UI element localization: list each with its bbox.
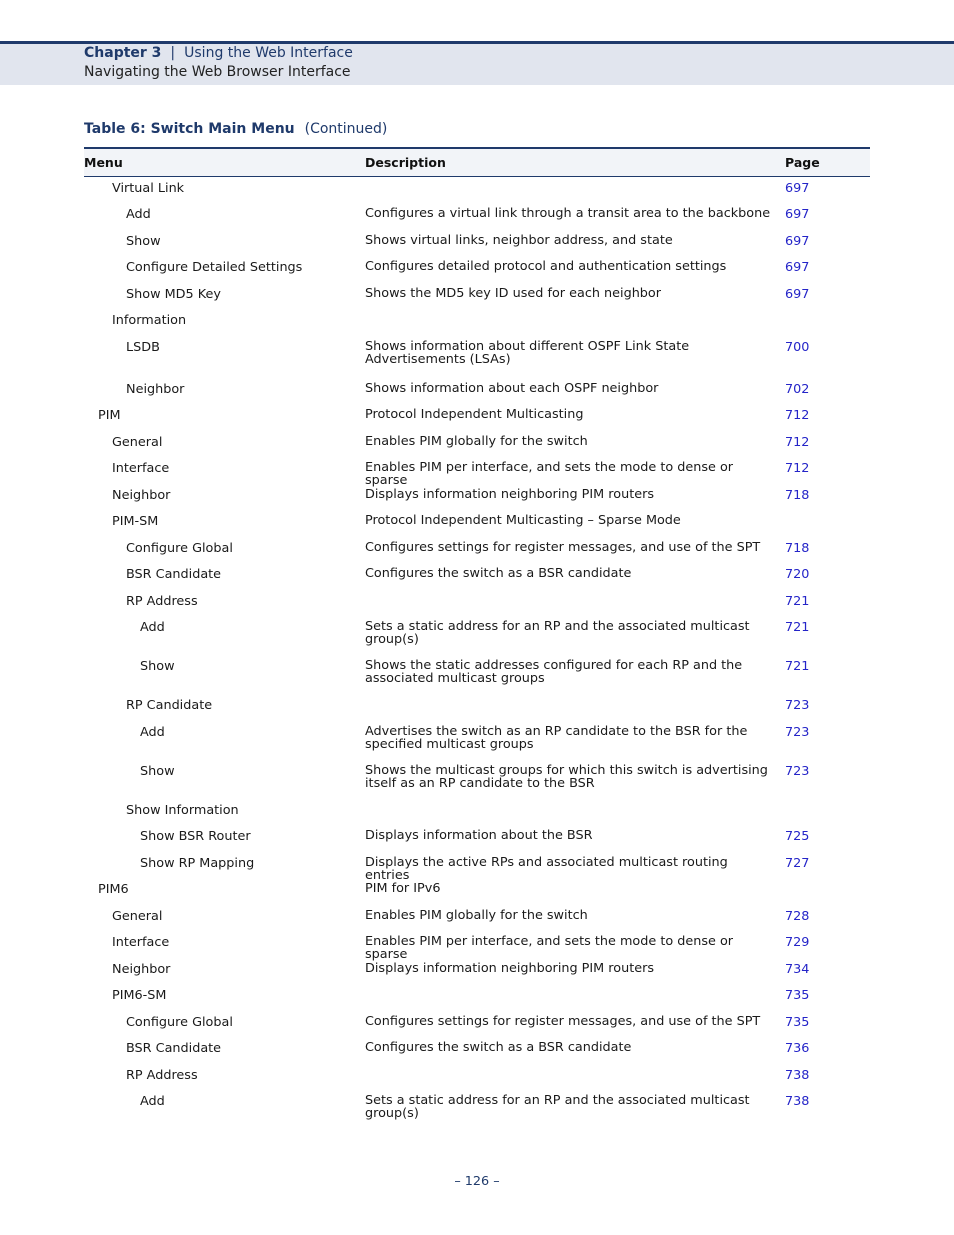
menu-cell: Show BSR Router: [140, 829, 251, 844]
page-link[interactable]: 712: [785, 408, 810, 423]
page-link[interactable]: 727: [785, 856, 810, 871]
chapter-separator: |: [170, 45, 176, 61]
menu-cell: General: [112, 909, 163, 924]
menu-cell: Add: [140, 1094, 165, 1109]
menu-cell: Configure Detailed Settings: [126, 260, 303, 275]
page-link[interactable]: 697: [785, 207, 810, 222]
menu-cell: Add: [140, 725, 165, 740]
page-link[interactable]: 723: [785, 764, 810, 779]
page-link[interactable]: 723: [785, 725, 810, 740]
page-link[interactable]: 729: [785, 935, 810, 950]
menu-cell: RP Address: [126, 594, 198, 609]
table-caption: [84, 121, 387, 137]
menu-cell: PIM6-SM: [112, 988, 167, 1003]
description-cell: Enables PIM per interface, and sets the mode to dense or sparse: [365, 460, 734, 488]
menu-cell: Neighbor: [112, 962, 171, 977]
description-cell: Shows the static addresses configured for each RP and the associated multicast groups: [365, 658, 743, 686]
menu-cell: Interface: [112, 461, 170, 476]
page-link[interactable]: 721: [785, 594, 810, 609]
description-cell: Shows virtual links, neighbor address, and state: [365, 233, 673, 248]
page-link[interactable]: 738: [785, 1094, 810, 1109]
description-cell: Displays information neighboring PIM routers: [365, 487, 655, 502]
page-link[interactable]: 697: [785, 181, 810, 196]
table-header: [84, 147, 870, 177]
menu-cell: PIM: [98, 408, 121, 423]
description-cell: Advertises the switch as an RP candidate to the BSR for the specified multicast groups: [365, 724, 748, 752]
page-link[interactable]: 736: [785, 1041, 810, 1056]
table-title: Table 6: Switch Main Menu: [84, 121, 295, 137]
menu-cell: Neighbor: [126, 382, 185, 397]
section-title: Navigating the Web Browser Interface: [84, 64, 351, 80]
description-cell: Displays information about the BSR: [365, 828, 593, 843]
column-header-description: Description: [365, 155, 446, 170]
description-cell: Sets a static address for an RP and the associated multicast group(s): [365, 619, 750, 647]
page-link[interactable]: 735: [785, 988, 810, 1003]
description-cell: Configures settings for register messages, and use of the SPT: [365, 1014, 761, 1029]
chapter-label: Chapter 3: [84, 45, 162, 61]
menu-cell: BSR Candidate: [126, 1041, 222, 1056]
menu-cell: Show: [140, 764, 175, 779]
menu-cell: PIM-SM: [112, 514, 159, 529]
page-link[interactable]: 697: [785, 234, 810, 249]
chapter-heading: [84, 45, 353, 61]
description-cell: Enables PIM globally for the switch: [365, 434, 588, 449]
menu-cell: Show RP Mapping: [140, 856, 255, 871]
menu-cell: Configure Global: [126, 1015, 233, 1030]
page-link[interactable]: 734: [785, 962, 810, 977]
page-link[interactable]: 721: [785, 620, 810, 635]
page-link[interactable]: 697: [785, 260, 810, 275]
description-cell: Configures the switch as a BSR candidate: [365, 566, 632, 581]
column-header-page: Page: [785, 155, 820, 170]
description-cell: Shows the multicast groups for which this switch is advertising itself as an RP candidate to the BSR: [365, 763, 768, 791]
page-link[interactable]: 720: [785, 567, 810, 582]
chapter-title: Using the Web Interface: [184, 45, 353, 61]
description-cell: Shows information about each OSPF neighbor: [365, 381, 659, 396]
menu-cell: Virtual Link: [112, 181, 185, 196]
description-cell: Sets a static address for an RP and the associated multicast group(s): [365, 1093, 750, 1121]
description-cell: Shows information about different OSPF Link State Advertisements (LSAs): [365, 339, 690, 367]
description-cell: Displays the active RPs and associated multicast routing entries: [365, 855, 728, 883]
menu-cell: Configure Global: [126, 541, 233, 556]
page-link[interactable]: 721: [785, 659, 810, 674]
description-cell: Displays information neighboring PIM routers: [365, 961, 655, 976]
page-link[interactable]: 728: [785, 909, 810, 924]
menu-cell: Add: [126, 207, 151, 222]
menu-cell: Show Information: [126, 803, 239, 818]
description-cell: Protocol Independent Multicasting – Sparse Mode: [365, 513, 681, 528]
description-cell: Enables PIM globally for the switch: [365, 908, 588, 923]
page-link[interactable]: 738: [785, 1068, 810, 1083]
menu-cell: Show: [140, 659, 175, 674]
page-link[interactable]: 718: [785, 488, 810, 503]
description-cell: Shows the MD5 key ID used for each neighbor: [365, 286, 662, 301]
page-link[interactable]: 725: [785, 829, 810, 844]
menu-cell: PIM6: [98, 882, 129, 897]
description-cell: Configures the switch as a BSR candidate: [365, 1040, 632, 1055]
page-link[interactable]: 700: [785, 340, 810, 355]
page-link[interactable]: 702: [785, 382, 810, 397]
description-cell: Enables PIM per interface, and sets the mode to dense or sparse: [365, 934, 734, 962]
menu-cell: Information: [112, 313, 187, 328]
menu-cell: Interface: [112, 935, 170, 950]
menu-cell: LSDB: [126, 340, 160, 355]
page-link[interactable]: 712: [785, 461, 810, 476]
table-continued: (Continued): [304, 121, 388, 137]
page-link[interactable]: 718: [785, 541, 810, 556]
page-link[interactable]: 697: [785, 287, 810, 302]
description-cell: Configures detailed protocol and authentication settings: [365, 259, 727, 274]
menu-cell: BSR Candidate: [126, 567, 222, 582]
description-cell: PIM for IPv6: [365, 881, 441, 896]
menu-cell: Add: [140, 620, 165, 635]
description-cell: Configures a virtual link through a transit area to the backbone: [365, 206, 771, 221]
menu-cell: Neighbor: [112, 488, 171, 503]
menu-cell: RP Address: [126, 1068, 198, 1083]
column-header-menu: Menu: [84, 155, 123, 170]
page-link[interactable]: 712: [785, 435, 810, 450]
page-link[interactable]: 723: [785, 698, 810, 713]
menu-cell: Show: [126, 234, 161, 249]
description-cell: Configures settings for register messages, and use of the SPT: [365, 540, 761, 555]
page-number: – 126 –: [454, 1174, 500, 1189]
page-link[interactable]: 735: [785, 1015, 810, 1030]
menu-cell: RP Candidate: [126, 698, 213, 713]
menu-cell: General: [112, 435, 163, 450]
menu-cell: Show MD5 Key: [126, 287, 221, 302]
description-cell: Protocol Independent Multicasting: [365, 407, 584, 422]
